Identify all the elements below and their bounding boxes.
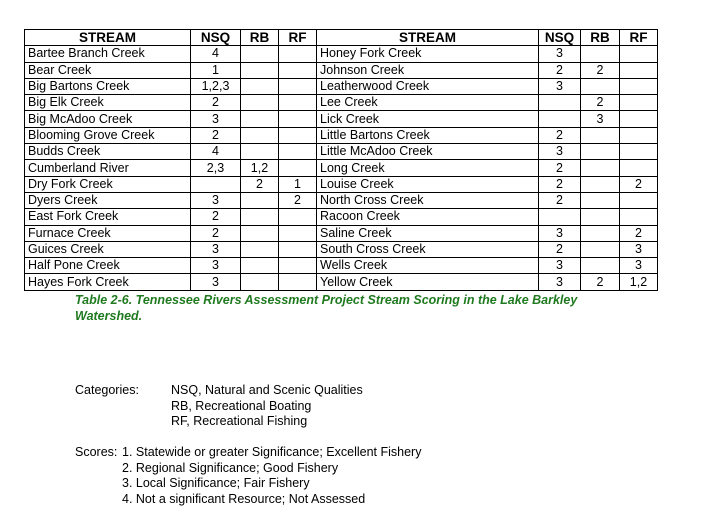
score-cell xyxy=(279,241,317,257)
score-item: 4. Not a significant Resource; Not Assessed xyxy=(122,491,366,506)
stream-name-cell: Big Elk Creek xyxy=(25,95,191,111)
stream-name-cell: Louise Creek xyxy=(317,176,539,192)
score-cell xyxy=(241,209,279,225)
category-item: NSQ, Natural and Scenic Qualities xyxy=(171,383,363,397)
score-cell: 2 xyxy=(620,176,658,192)
score-cell: 2 xyxy=(581,95,620,111)
score-cell xyxy=(241,46,279,62)
scores-list xyxy=(122,445,421,507)
score-cell: 3 xyxy=(620,241,658,257)
score-cell: 2 xyxy=(191,209,241,225)
score-cell xyxy=(279,274,317,290)
table-row xyxy=(25,225,658,241)
score-cell xyxy=(241,241,279,257)
header-rf: RF xyxy=(620,30,658,46)
score-cell xyxy=(279,160,317,176)
stream-name-cell: Cumberland River xyxy=(25,160,191,176)
score-cell xyxy=(279,95,317,111)
score-cell: 1 xyxy=(191,62,241,78)
table-row xyxy=(25,78,658,94)
score-cell xyxy=(241,274,279,290)
score-cell: 2 xyxy=(539,192,581,208)
score-cell: 3 xyxy=(191,192,241,208)
stream-name-cell: Long Creek xyxy=(317,160,539,176)
stream-name-cell: Big McAdoo Creek xyxy=(25,111,191,127)
score-cell: 2 xyxy=(191,127,241,143)
stream-name-cell: Lick Creek xyxy=(317,111,539,127)
score-cell xyxy=(241,111,279,127)
score-cell: 2 xyxy=(539,127,581,143)
score-cell xyxy=(241,192,279,208)
score-cell xyxy=(581,176,620,192)
stream-name-cell: Hayes Fork Creek xyxy=(25,274,191,290)
score-cell: 3 xyxy=(191,241,241,257)
score-cell xyxy=(620,209,658,225)
score-cell: 3 xyxy=(620,258,658,274)
stream-name-cell: Blooming Grove Creek xyxy=(25,127,191,143)
score-cell: 2 xyxy=(539,241,581,257)
score-cell: 3 xyxy=(539,78,581,94)
score-cell: 3 xyxy=(539,225,581,241)
score-cell xyxy=(279,46,317,62)
table-row xyxy=(25,144,658,160)
table-caption xyxy=(75,292,675,324)
table-row xyxy=(25,46,658,62)
stream-name-cell: Bear Creek xyxy=(25,62,191,78)
header-rf: RF xyxy=(279,30,317,46)
score-cell xyxy=(581,241,620,257)
table-row xyxy=(25,62,658,78)
score-cell xyxy=(241,127,279,143)
stream-name-cell: Furnace Creek xyxy=(25,225,191,241)
table-row xyxy=(25,176,658,192)
score-cell xyxy=(620,192,658,208)
score-cell xyxy=(620,95,658,111)
score-cell: 2 xyxy=(241,176,279,192)
score-cell xyxy=(241,95,279,111)
score-cell xyxy=(279,209,317,225)
score-cell: 2 xyxy=(191,95,241,111)
table-row xyxy=(25,95,658,111)
score-cell: 3 xyxy=(539,46,581,62)
score-cell: 3 xyxy=(581,111,620,127)
header-stream: STREAM xyxy=(317,30,539,46)
stream-name-cell: Yellow Creek xyxy=(317,274,539,290)
stream-name-cell: Honey Fork Creek xyxy=(317,46,539,62)
score-cell xyxy=(279,62,317,78)
score-cell xyxy=(620,78,658,94)
score-cell: 1,2 xyxy=(241,160,279,176)
stream-name-cell: Saline Creek xyxy=(317,225,539,241)
stream-name-cell: Bartee Branch Creek xyxy=(25,46,191,62)
category-item: RB, Recreational Boating xyxy=(171,398,312,413)
score-cell xyxy=(581,46,620,62)
score-cell xyxy=(279,258,317,274)
score-cell: 3 xyxy=(539,274,581,290)
table-row xyxy=(25,127,658,143)
score-cell: 2 xyxy=(191,225,241,241)
score-cell xyxy=(581,258,620,274)
score-cell xyxy=(620,144,658,160)
score-cell: 2 xyxy=(279,192,317,208)
stream-name-cell: Budds Creek xyxy=(25,144,191,160)
score-cell xyxy=(620,62,658,78)
table-row xyxy=(25,258,658,274)
score-cell xyxy=(539,111,581,127)
table-row xyxy=(25,241,658,257)
scores-label: Scores: xyxy=(75,445,118,459)
score-cell: 3 xyxy=(539,258,581,274)
score-item: 1. Statewide or greater Significance; Excellent Fishery xyxy=(122,445,422,459)
stream-name-cell: East Fork Creek xyxy=(25,209,191,225)
score-cell: 3 xyxy=(191,274,241,290)
score-item: 3. Local Significance; Fair Fishery xyxy=(122,476,310,490)
score-cell xyxy=(241,258,279,274)
score-cell xyxy=(581,144,620,160)
score-cell xyxy=(581,127,620,143)
score-cell xyxy=(241,62,279,78)
score-cell: 1,2,3 xyxy=(191,78,241,94)
score-cell xyxy=(620,127,658,143)
table-row xyxy=(25,111,658,127)
score-cell xyxy=(581,225,620,241)
score-cell xyxy=(241,225,279,241)
score-cell xyxy=(581,78,620,94)
stream-name-cell: Half Pone Creek xyxy=(25,258,191,274)
score-cell: 2 xyxy=(581,274,620,290)
table-row xyxy=(25,274,658,290)
stream-name-cell: Guices Creek xyxy=(25,241,191,257)
stream-name-cell: South Cross Creek xyxy=(317,241,539,257)
stream-name-cell: North Cross Creek xyxy=(317,192,539,208)
score-cell: 4 xyxy=(191,46,241,62)
stream-name-cell: Johnson Creek xyxy=(317,62,539,78)
header-rb: RB xyxy=(241,30,279,46)
stream-name-cell: Big Bartons Creek xyxy=(25,78,191,94)
header-nsq: NSQ xyxy=(539,30,581,46)
score-cell xyxy=(279,78,317,94)
score-cell: 4 xyxy=(191,144,241,160)
score-cell xyxy=(539,209,581,225)
table-header-row xyxy=(25,30,658,46)
score-cell: 3 xyxy=(191,258,241,274)
score-cell xyxy=(581,160,620,176)
score-cell xyxy=(620,160,658,176)
stream-name-cell: Lee Creek xyxy=(317,95,539,111)
header-rb: RB xyxy=(581,30,620,46)
score-cell: 2 xyxy=(620,225,658,241)
categories-list xyxy=(171,383,363,430)
score-cell: 2 xyxy=(539,62,581,78)
stream-name-cell: Dry Fork Creek xyxy=(25,176,191,192)
header-stream: STREAM xyxy=(25,30,191,46)
category-item: RF, Recreational Fishing xyxy=(171,414,308,428)
score-cell: 2,3 xyxy=(191,160,241,176)
score-cell xyxy=(279,127,317,143)
score-cell xyxy=(581,209,620,225)
stream-name-cell: Little McAdoo Creek xyxy=(317,144,539,160)
table-row xyxy=(25,192,658,208)
categories-label: Categories: xyxy=(75,383,139,397)
score-cell xyxy=(279,111,317,127)
stream-name-cell: Little Bartons Creek xyxy=(317,127,539,143)
header-nsq: NSQ xyxy=(191,30,241,46)
stream-scoring-table xyxy=(24,29,658,291)
score-cell: 3 xyxy=(539,144,581,160)
score-cell: 1,2 xyxy=(620,274,658,290)
table-row xyxy=(25,209,658,225)
stream-name-cell: Dyers Creek xyxy=(25,192,191,208)
score-cell xyxy=(241,144,279,160)
score-cell xyxy=(191,176,241,192)
score-cell xyxy=(279,225,317,241)
stream-name-cell: Wells Creek xyxy=(317,258,539,274)
score-cell: 2 xyxy=(581,62,620,78)
score-cell: 1 xyxy=(279,176,317,192)
table-body xyxy=(25,46,658,290)
score-cell xyxy=(620,111,658,127)
caption-line: Table 2-6. Tennessee Rivers Assessment Project Stream Scoring in the Lake Barkley xyxy=(75,293,578,307)
score-cell xyxy=(539,95,581,111)
score-cell xyxy=(241,78,279,94)
score-cell: 3 xyxy=(191,111,241,127)
caption-line: Watershed. xyxy=(75,309,143,323)
table-row xyxy=(25,160,658,176)
score-cell: 2 xyxy=(539,176,581,192)
score-cell xyxy=(581,192,620,208)
stream-name-cell: Racoon Creek xyxy=(317,209,539,225)
score-cell: 2 xyxy=(539,160,581,176)
score-cell xyxy=(620,46,658,62)
stream-name-cell: Leatherwood Creek xyxy=(317,78,539,94)
score-item: 2. Regional Significance; Good Fishery xyxy=(122,460,339,475)
score-cell xyxy=(279,144,317,160)
